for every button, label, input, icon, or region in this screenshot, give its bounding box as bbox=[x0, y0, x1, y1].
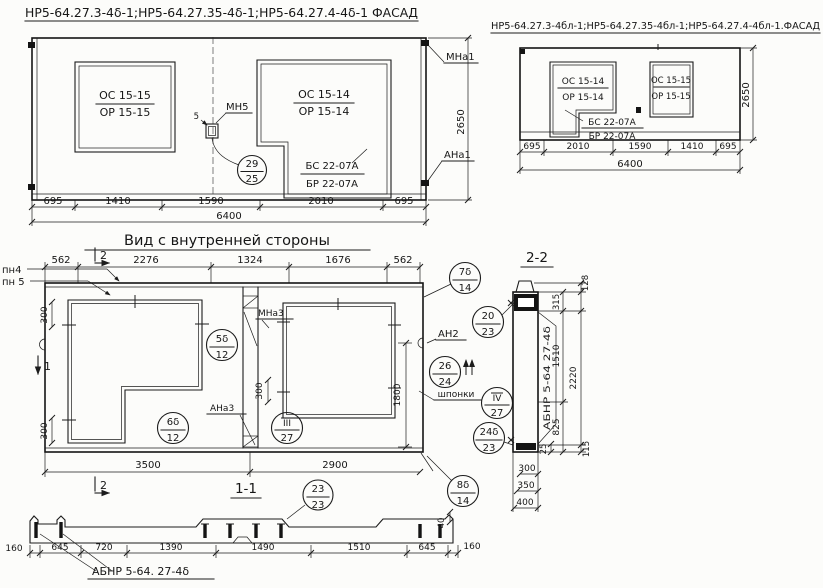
marker-top: 7δ bbox=[458, 267, 472, 278]
dim-label: 1510 bbox=[347, 543, 371, 553]
cut-line-2-bottom bbox=[95, 477, 109, 493]
mn5-label: МН5 bbox=[226, 102, 249, 113]
window-opening bbox=[650, 62, 693, 117]
panel-cross-section-profile bbox=[30, 515, 453, 543]
dim-label: 5 bbox=[193, 112, 199, 122]
opening-mark-bottom: ОР 15-14 bbox=[298, 105, 350, 118]
dim-label: 2010 bbox=[566, 142, 590, 152]
edge-anchor-mark bbox=[421, 40, 429, 46]
bar-label: АБНР 5-64 27-4δ bbox=[543, 353, 553, 430]
shponki-label: шпонки bbox=[437, 390, 475, 400]
dim-label: 1490 bbox=[251, 543, 275, 553]
dim-label: 128 bbox=[581, 274, 591, 292]
dim-label: 2010 bbox=[308, 196, 334, 207]
inner-view bbox=[2, 233, 514, 493]
pn5-label: пн 5 bbox=[2, 277, 25, 288]
marker-bottom: 27 bbox=[280, 433, 294, 444]
dim-label: 2276 bbox=[133, 255, 159, 266]
beam-mark-bottom: БР 22-07А bbox=[588, 132, 636, 142]
dim-label: 695 bbox=[43, 196, 63, 207]
mna1-label: МНа1 bbox=[446, 52, 475, 63]
opening-mark-top: ОС 15-15 bbox=[650, 76, 692, 86]
dim-label: 315 bbox=[552, 293, 562, 311]
dim-label: 1590 bbox=[628, 142, 652, 152]
marker-bottom: 12 bbox=[215, 350, 229, 361]
marker-top: III bbox=[283, 419, 291, 429]
beam-mark-top: БС 22-07А bbox=[305, 161, 359, 172]
marker-bottom: 14 bbox=[456, 496, 470, 507]
dim-total-label: 6400 bbox=[617, 159, 643, 170]
dim-label: 400 bbox=[516, 498, 534, 508]
facade-right-title: НР5-64.27.3-4бл-1;НР5-64.27.35-4бл-1;НР5-64.27.4-4бл-1.ФАСАД bbox=[491, 21, 821, 32]
marker-bottom: 23 bbox=[311, 500, 325, 511]
dim-label: 1676 bbox=[325, 255, 351, 266]
marker-bottom: 24 bbox=[438, 377, 452, 388]
dim-label: 2650 bbox=[456, 109, 467, 135]
marker-bottom: 27 bbox=[490, 408, 504, 419]
marker-8b bbox=[427, 456, 479, 507]
marker-top: 23 bbox=[311, 484, 325, 495]
marker-top: 5δ bbox=[215, 334, 229, 345]
window-opening-l bbox=[68, 300, 202, 443]
inner-view-title: Вид с внутренней стороны bbox=[124, 233, 330, 249]
dim-label: 300 bbox=[40, 422, 50, 440]
bottom-dims bbox=[511, 452, 541, 512]
marker-top: 26 bbox=[438, 361, 452, 372]
panel-outline bbox=[45, 283, 423, 452]
edge-anchor-mark bbox=[28, 184, 35, 190]
dim-label: 40 bbox=[437, 517, 447, 529]
dim-label: 1800 bbox=[393, 383, 403, 407]
marker-bottom: 23 bbox=[482, 443, 496, 454]
beam-mark-top: БС 22-07А bbox=[588, 118, 636, 128]
marker-top: 20 bbox=[481, 311, 495, 322]
dim-label: 300 bbox=[40, 306, 50, 324]
facade-left-title: НР5-64.27.3-4δ-1;НР5-64.27.35-4δ-1;НР5-64.27.4-4δ-1 ФАСАД bbox=[25, 6, 418, 20]
dim-label: 300 bbox=[255, 382, 265, 400]
dim-label: 695 bbox=[523, 142, 541, 152]
dim-label: 160 bbox=[5, 544, 23, 554]
dim-label: 2650 bbox=[741, 82, 752, 108]
dim-label: 2900 bbox=[322, 460, 348, 471]
mna3-label: МНа3 bbox=[258, 309, 284, 319]
facade-left-view bbox=[25, 6, 478, 226]
opening-mark-bottom: ОР 15-15 bbox=[99, 106, 151, 119]
leader-line bbox=[565, 110, 583, 121]
dim-row bbox=[517, 140, 743, 174]
edge-anchor-mark bbox=[28, 42, 35, 48]
window-opening-l bbox=[257, 60, 391, 198]
dim-label: 115 bbox=[582, 440, 592, 458]
dim-label: 1410 bbox=[105, 196, 131, 207]
dim-label: 695 bbox=[719, 142, 737, 152]
an2-label: АН2 bbox=[438, 329, 459, 340]
opening-mark-bottom: ОР 15-14 bbox=[562, 93, 604, 103]
marker-bottom: 14 bbox=[458, 283, 472, 294]
marker-top: 8δ bbox=[456, 480, 470, 491]
pier-column bbox=[243, 287, 258, 448]
dim-label: 1590 bbox=[198, 196, 224, 207]
section-title: 1-1 bbox=[234, 481, 258, 497]
dim-label: 695 bbox=[394, 196, 414, 207]
marker-top: 6δ bbox=[166, 417, 180, 428]
bottom-plate bbox=[516, 443, 536, 450]
dim-label: 645 bbox=[51, 543, 69, 553]
marker-bottom: 12 bbox=[166, 433, 180, 444]
beam-section bbox=[516, 296, 536, 309]
key-mark bbox=[636, 107, 641, 113]
opening-mark-top: ОС 15-14 bbox=[561, 77, 605, 87]
dim-label: 2220 bbox=[569, 366, 579, 390]
dim-label: 1324 bbox=[237, 255, 263, 266]
dim-label: 825 bbox=[552, 418, 562, 436]
dim-label: 562 bbox=[393, 255, 413, 266]
dim-label: 1390 bbox=[159, 543, 183, 553]
leader-line bbox=[352, 149, 367, 163]
cut-label: 2 bbox=[100, 479, 107, 492]
dim-label: 3500 bbox=[135, 460, 161, 471]
facade-right-view bbox=[491, 21, 820, 174]
mn5-loop bbox=[206, 124, 218, 138]
panel-section-outline bbox=[513, 292, 538, 452]
window-opening bbox=[283, 303, 395, 418]
dim-label: 720 bbox=[95, 543, 113, 553]
marker-bottom: 25 bbox=[245, 174, 259, 185]
key-notch bbox=[233, 537, 252, 543]
marker-top: 29 bbox=[245, 159, 259, 170]
beam-mark-bottom: БР 22-07А bbox=[306, 179, 358, 190]
rib-profile bbox=[516, 281, 534, 292]
pn4-label: пн4 bbox=[2, 265, 22, 276]
dim-total-label: 6400 bbox=[216, 211, 242, 222]
cut-label: 1 bbox=[44, 360, 51, 373]
dim-label: 25 bbox=[539, 443, 549, 455]
dim-label: 562 bbox=[51, 255, 71, 266]
section-1-1 bbox=[5, 480, 480, 579]
dim-row bbox=[42, 452, 433, 477]
marker-top: IV bbox=[492, 394, 502, 404]
dim-label: 1510 bbox=[552, 344, 562, 368]
dim-label: 1410 bbox=[680, 142, 704, 152]
edge-anchor-mark bbox=[520, 49, 525, 54]
section-2-2 bbox=[508, 250, 592, 512]
section-title: 2-2 bbox=[525, 250, 549, 266]
dim-label: 160 bbox=[463, 542, 481, 552]
dim-label: 350 bbox=[517, 481, 535, 491]
marker-top: 24δ bbox=[479, 427, 499, 438]
ana1-label: АНа1 bbox=[444, 150, 471, 161]
abnr-label: АБНР 5-64. 27-4δ bbox=[92, 565, 190, 578]
dim-label: 300 bbox=[518, 464, 536, 474]
ana3-label: АНа3 bbox=[210, 404, 235, 414]
cut-label: 2 bbox=[100, 249, 107, 262]
marker-bottom: 23 bbox=[481, 327, 495, 338]
opening-mark-top: ОС 15-14 bbox=[298, 88, 350, 101]
dim-label: 645 bbox=[418, 543, 436, 553]
joint-marks bbox=[36, 522, 440, 538]
opening-mark-top: ОС 15-15 bbox=[99, 89, 151, 102]
opening-mark-bottom: ОР 15-15 bbox=[651, 92, 691, 102]
leader-line bbox=[212, 138, 239, 165]
